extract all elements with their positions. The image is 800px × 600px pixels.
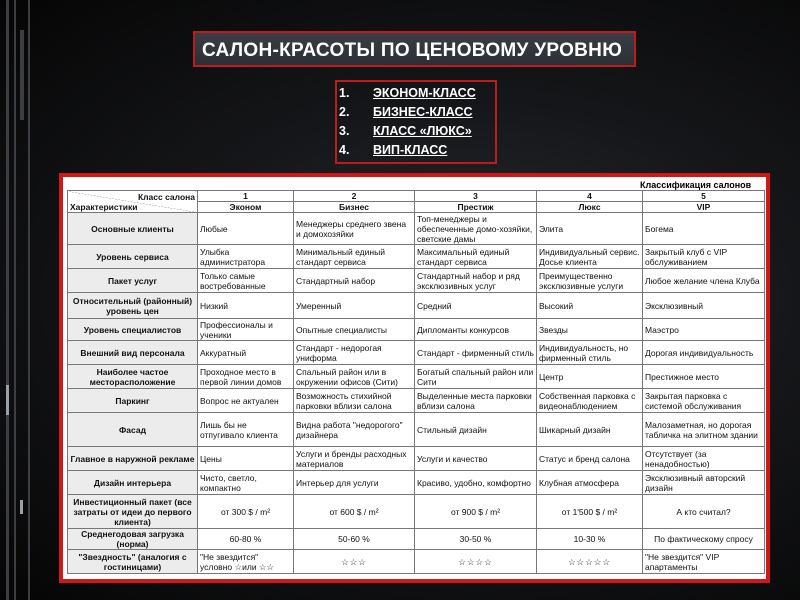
row-header: Среднегодовая загрузка (норма) <box>68 529 198 550</box>
table-cell: Опытные специалисты <box>294 319 415 341</box>
table-cell: Клубная атмосфера <box>537 471 643 495</box>
table-cell: Умеренный <box>294 293 415 319</box>
table-cell: "Не звездится" условно ☆или ☆☆ <box>198 550 294 574</box>
table-row <box>68 413 765 447</box>
table-cell: Индивидуальный сервис. Досье клиента <box>537 245 643 269</box>
table-cell: По фактическому спросу <box>643 529 765 550</box>
table-cell: Дорогая индивидуальность <box>643 341 765 365</box>
table-cell: Средний <box>415 293 537 319</box>
row-header: Главное в наружной рекламе <box>68 447 198 471</box>
table-cell: Менеджеры среднего звена и домохозяйки <box>294 213 415 245</box>
table-cell: Престижное место <box>643 365 765 389</box>
table-cell: Любые <box>198 213 294 245</box>
table-cell: Закрытый клуб с VIP обслуживанием <box>643 245 765 269</box>
table-caption: Классификация салонов <box>640 180 752 190</box>
class-number: 2 <box>294 191 415 202</box>
table-cell: 10-30 % <box>537 529 643 550</box>
list-item[interactable]: 2. БИЗНЕС-КЛАСС <box>339 105 473 119</box>
row-header: Паркинг <box>68 389 198 413</box>
list-item[interactable]: 4. ВИП-КЛАСС <box>339 143 448 157</box>
table-cell: Малозаметная, но дорогая табличка на элитном здании <box>643 413 765 447</box>
table-cell: от 300 $ / m² <box>198 495 294 529</box>
table-cell: Низкий <box>198 293 294 319</box>
row-header: Инвестиционный пакет (все затраты от идеи до первого клиента) <box>68 495 198 529</box>
list-item-label[interactable]: КЛАСС «ЛЮКС» <box>373 124 472 138</box>
table-row <box>68 213 765 245</box>
list-item-label[interactable]: БИЗНЕС-КЛАСС <box>373 105 473 119</box>
row-header: Пакет услуг <box>68 269 198 293</box>
table-cell: Красиво, удобно, комфортно <box>415 471 537 495</box>
table-cell: Спальный район или в окружении офисов (Сити) <box>294 365 415 389</box>
table-row <box>68 389 765 413</box>
table-row <box>68 365 765 389</box>
table-cell: "Не звездится" VIP апартаменты <box>643 550 765 574</box>
list-item[interactable]: 1. ЭКОНОМ-КЛАСС <box>339 86 476 100</box>
row-header: Фасад <box>68 413 198 447</box>
table-row <box>68 269 765 293</box>
table-cell: Стандарт - фирменный стиль <box>415 341 537 365</box>
class-name: VIP <box>643 202 765 213</box>
table-cell: Стандартный набор <box>294 269 415 293</box>
row-header: Внешний вид персонала <box>68 341 198 365</box>
table-cell: Вопрос не актуален <box>198 389 294 413</box>
table-row <box>68 529 765 550</box>
table-cell: Стандартный набор и ряд эксклюзивных услуг <box>415 269 537 293</box>
class-name: Люкс <box>537 202 643 213</box>
table-cell: Видна работа "недорогого" дизайнера <box>294 413 415 447</box>
slide-title: САЛОН-КРАСОТЫ ПО ЦЕНОВОМУ УРОВНЮ <box>202 40 623 61</box>
class-name: Престиж <box>415 202 537 213</box>
table-row <box>68 293 765 319</box>
table-cell: Отсутствует (за ненадобностью) <box>643 447 765 471</box>
table-cell: Улыбка администратора <box>198 245 294 269</box>
table-cell: 60-80 % <box>198 529 294 550</box>
table-cell: Услуги и бренды расходных материалов <box>294 447 415 471</box>
class-number: 4 <box>537 191 643 202</box>
row-header: Уровень сервиса <box>68 245 198 269</box>
table-cell: 30-50 % <box>415 529 537 550</box>
table-cell: Возможность стихийной парковки вблизи салона <box>294 389 415 413</box>
table-cell: Индивидуальность, но фирменный стиль <box>537 341 643 365</box>
class-number: 1 <box>198 191 294 202</box>
table-cell: Чисто, светло, компактно <box>198 471 294 495</box>
table-cell: Топ-менеджеры и обеспеченные домо-хозяйки, светские дамы <box>415 213 537 245</box>
table-row <box>68 447 765 471</box>
table-cell: Стандарт - недорогая униформа <box>294 341 415 365</box>
table-cell: Элита <box>537 213 643 245</box>
table-row <box>68 341 765 365</box>
table-cell: Услуги и качество <box>415 447 537 471</box>
class-number: 5 <box>643 191 765 202</box>
class-list <box>335 84 476 160</box>
table-cell: Любое желание члена Клуба <box>643 269 765 293</box>
table-cell: Богема <box>643 213 765 245</box>
table-row <box>68 245 765 269</box>
table-cell: ☆☆☆ <box>294 550 415 574</box>
table-row <box>68 495 765 529</box>
table-row <box>68 550 765 574</box>
table-cell: 50-60 % <box>294 529 415 550</box>
table-cell: Звезды <box>537 319 643 341</box>
class-number: 3 <box>415 191 537 202</box>
table-row <box>68 471 765 495</box>
list-item-label[interactable]: ЭКОНОМ-КЛАСС <box>373 86 476 100</box>
table-cell: Преимущественно эксклюзивные услуги <box>537 269 643 293</box>
classification-table <box>67 190 765 574</box>
table-cell: ☆☆☆☆ <box>415 550 537 574</box>
table-cell: Богатый спальный район или Сити <box>415 365 537 389</box>
table-cell: Стильный дизайн <box>415 413 537 447</box>
table-cell: Дипломанты конкурсов <box>415 319 537 341</box>
table-cell: Статус и бренд салона <box>537 447 643 471</box>
table-cell: от 1'500 $ / m² <box>537 495 643 529</box>
table-cell: Лишь бы не отпугивало клиента <box>198 413 294 447</box>
list-item[interactable]: 3. КЛАСС «ЛЮКС» <box>339 124 472 138</box>
table-cell: от 600 $ / m² <box>294 495 415 529</box>
table-cell: Эксклюзивный авторский дизайн <box>643 471 765 495</box>
table-cell: Эксклюзивный <box>643 293 765 319</box>
table-cell: Максимальный единый стандарт сервиса <box>415 245 537 269</box>
table-cell: Аккуратный <box>198 341 294 365</box>
row-header: "Звездность" (аналогия с гостиницами) <box>68 550 198 574</box>
table-cell: Маэстро <box>643 319 765 341</box>
class-name: Эконом <box>198 202 294 213</box>
table-cell: Шикарный дизайн <box>537 413 643 447</box>
table-cell: Профессионалы и ученики <box>198 319 294 341</box>
table-cell: А кто считал? <box>643 495 765 529</box>
list-item-label[interactable]: ВИП-КЛАСС <box>373 143 448 157</box>
table-cell: Интерьер для услуги <box>294 471 415 495</box>
table-cell: Проходное место в первой линии домов <box>198 365 294 389</box>
row-header: Основные клиенты <box>68 213 198 245</box>
table-cell: ☆☆☆☆☆ <box>537 550 643 574</box>
table-row <box>68 319 765 341</box>
class-name: Бизнес <box>294 202 415 213</box>
row-header: Относительный (районный) уровень цен <box>68 293 198 319</box>
table-cell: Собственная парковка с видеонаблюдением <box>537 389 643 413</box>
table-cell: от 900 $ / m² <box>415 495 537 529</box>
table-cell: Цены <box>198 447 294 471</box>
table-cell: Только самые востребованные <box>198 269 294 293</box>
table-cell: Выделенные места парковки вблизи салона <box>415 389 537 413</box>
row-header: Уровень специалистов <box>68 319 198 341</box>
corner-cell: Класс салона Характеристики <box>68 191 198 213</box>
decorative-stripes <box>0 0 40 600</box>
table-cell: Высокий <box>537 293 643 319</box>
row-header: Дизайн интерьера <box>68 471 198 495</box>
table-cell: Минимальный единый стандарт сервиса <box>294 245 415 269</box>
table-cell: Центр <box>537 365 643 389</box>
row-header: Наиболее частое месторасположение <box>68 365 198 389</box>
table-cell: Закрытая парковка с системой обслуживания <box>643 389 765 413</box>
